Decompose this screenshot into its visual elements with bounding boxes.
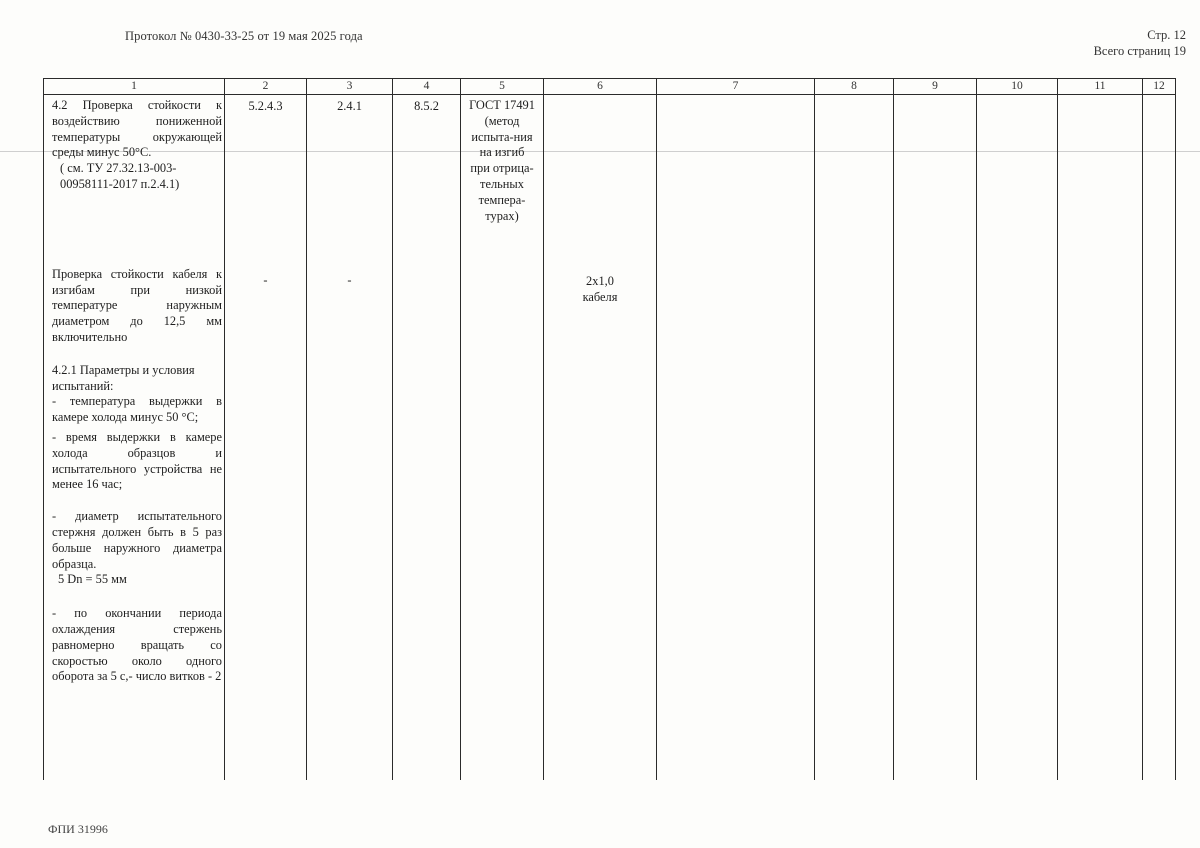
spec-reference: ( см. ТУ 27.32.13-003-00958111-2017 п.2.4.1) <box>60 161 180 191</box>
param-temperature: - температура выдержки в камере холода минус 50 °С; <box>52 394 222 425</box>
empty-cell <box>815 95 894 781</box>
column-number: 6 <box>544 79 657 95</box>
column-number: 12 <box>1143 79 1176 95</box>
clause-value: 5.2.4.3 <box>248 99 283 113</box>
column-number: 2 <box>225 79 307 95</box>
protocol-header: Протокол № 0430-33-25 от 19 мая 2025 года <box>125 29 363 43</box>
sample-value: 2х1,0 кабеля <box>582 274 618 304</box>
column-number: 10 <box>977 79 1058 95</box>
protocol-table <box>43 78 1176 780</box>
empty-cell <box>894 95 977 781</box>
column-number: 9 <box>894 79 977 95</box>
dash-mark: - <box>263 273 268 287</box>
column-number: 11 <box>1058 79 1143 95</box>
standard-cell <box>461 95 544 781</box>
param-5dn: 5 Dn = 55 мм <box>58 572 127 587</box>
column-number: 5 <box>461 79 544 95</box>
column-number: 3 <box>307 79 393 95</box>
column-number-row <box>44 79 1176 95</box>
tu-clause-cell <box>307 95 393 781</box>
standard-value: ГОСТ 17491 (метод испыта-ния на изгиб при отрица-тельных темпера-турах) <box>469 98 535 223</box>
empty-cell <box>1058 95 1143 781</box>
clause-cell <box>225 95 307 781</box>
empty-cell <box>1143 95 1176 781</box>
page-counter <box>1094 27 1186 59</box>
check-description: Проверка стойкости кабеля к изгибам при низкой температуре наружным диаметром до 12,5 мм включительно <box>52 266 222 344</box>
footer-code: ФПИ 31996 <box>48 822 108 836</box>
param-rotation: - по окончании периода охлаждения стержень равномерно вращать со скоростью около одного оборота за 5 с,- число витков - 2 <box>52 606 222 684</box>
column-number: 7 <box>657 79 815 95</box>
total-pages: Всего страниц 19 <box>1093 44 1186 58</box>
method-clause-value: 8.5.2 <box>414 99 439 113</box>
column-number: 8 <box>815 79 894 95</box>
column-number: 1 <box>44 79 225 95</box>
tu-clause-value: 2.4.1 <box>337 99 362 113</box>
params-heading: 4.2.1 Параметры и условия испытаний: <box>52 362 195 393</box>
empty-cell <box>657 95 815 781</box>
test-title: 4.2 Проверка стойкости к воздействию пониженной температуры окружающей среды минус 50°С. <box>52 98 222 160</box>
table-row <box>44 95 1176 781</box>
method-clause-cell <box>393 95 461 781</box>
sample-cell <box>544 95 657 781</box>
column-number: 4 <box>393 79 461 95</box>
test-description-cell <box>44 95 225 781</box>
dash-mark: - <box>347 273 352 287</box>
page-number: Стр. 12 <box>1147 28 1186 42</box>
param-time: - время выдержки в камере холода образцов и испытательного устройства не менее 16 час; <box>52 429 222 492</box>
param-diameter: - диаметр испытательного стержня должен быть в 5 раз больше наружного диаметра образца. <box>52 509 222 571</box>
empty-cell <box>977 95 1058 781</box>
